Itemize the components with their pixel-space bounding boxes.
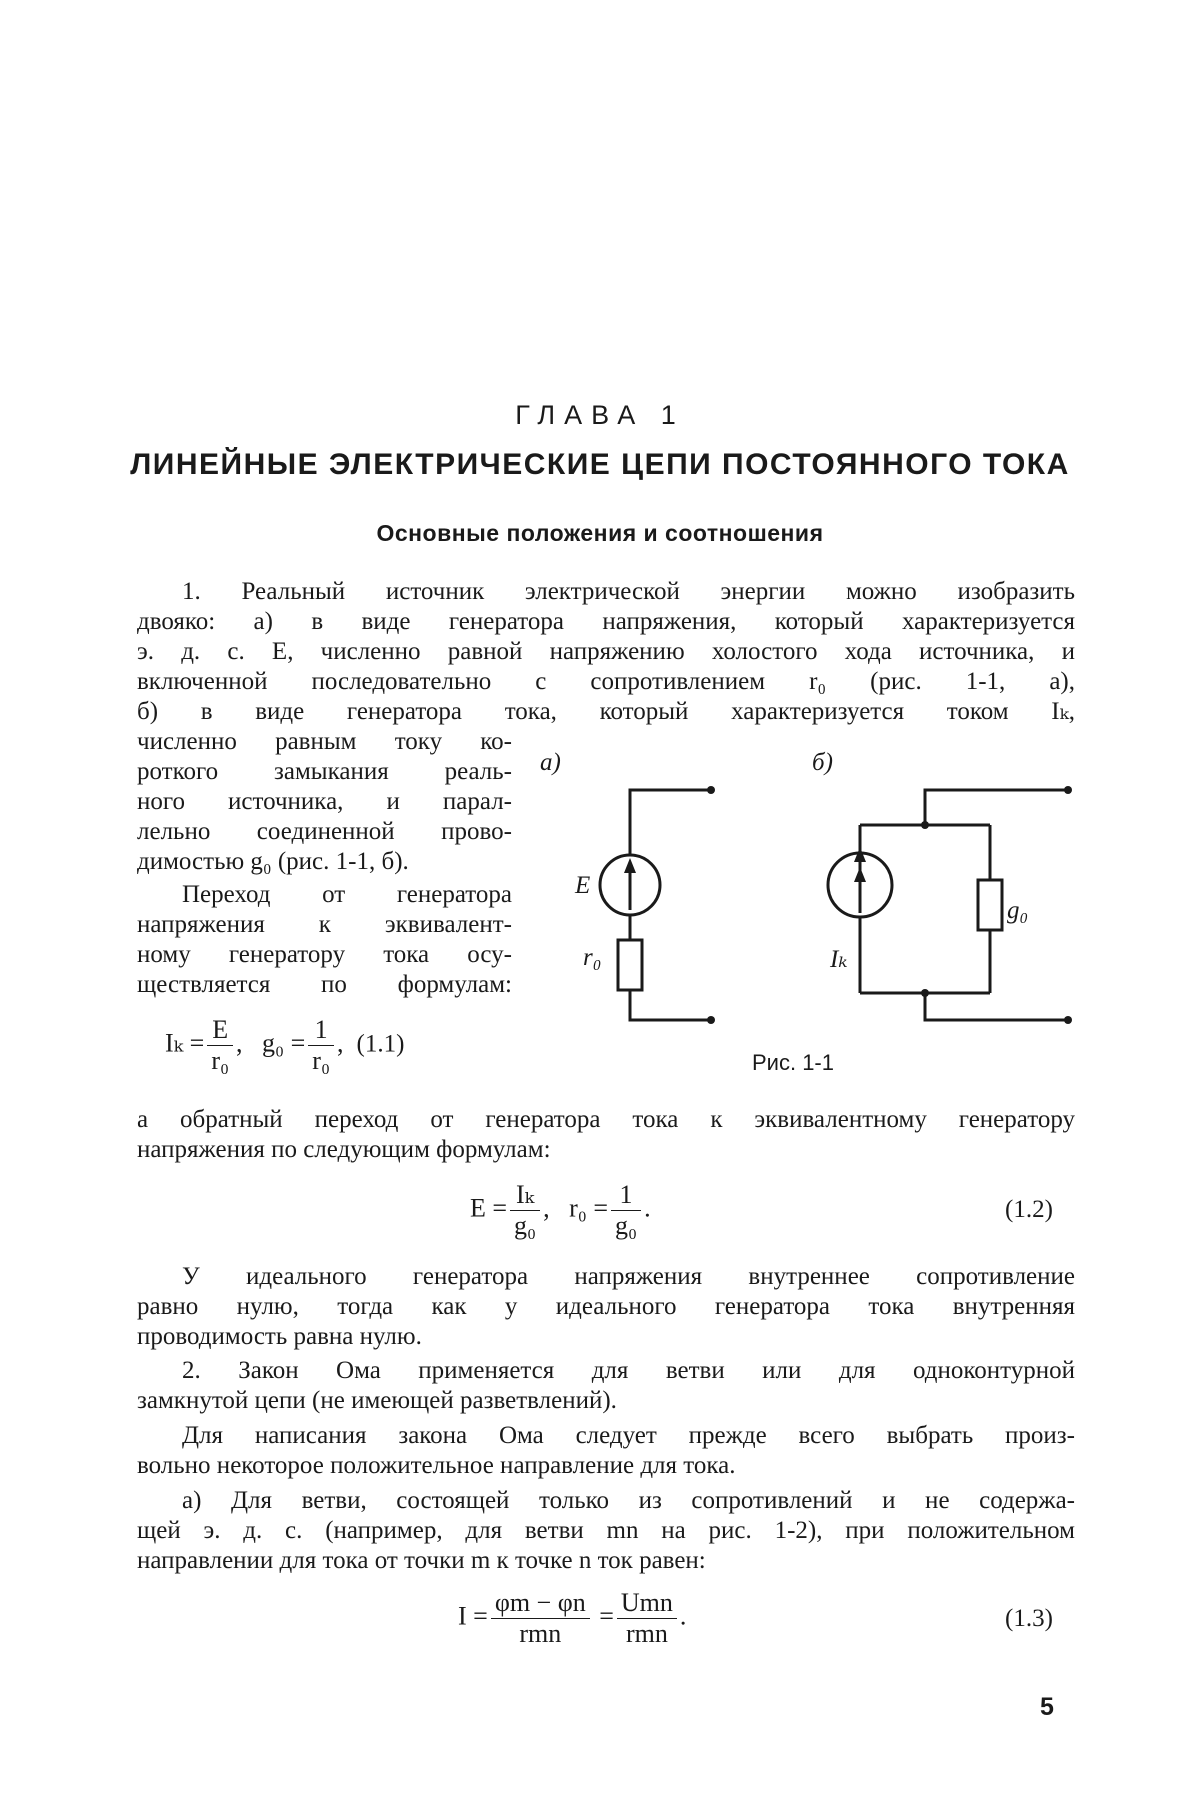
numerator: 1 <box>611 1180 641 1211</box>
text-line: замкнутой цепи (не имеющей разветвлений). <box>137 1387 617 1414</box>
formula-separator: , <box>236 1028 243 1058</box>
fraction <box>491 1588 590 1649</box>
wire <box>630 790 711 855</box>
resistor-r0 <box>618 940 642 990</box>
formula-1-2 <box>470 1180 651 1241</box>
fraction <box>611 1180 641 1241</box>
text-line: ществляется по формулам: <box>137 971 512 998</box>
conductance-g0 <box>978 880 1002 930</box>
text-line: проводимость равна нулю. <box>137 1323 422 1350</box>
text-line: э. д. с. E, численно равной напряжению холостого хода источника, и <box>137 638 1075 665</box>
terminal <box>707 1016 715 1024</box>
label-r0: r₀ <box>583 944 602 971</box>
formula-end: . <box>679 1601 687 1631</box>
wire <box>630 990 711 1020</box>
section-title: Основные положения и соотношения <box>376 520 824 546</box>
text-line: включенной последовательно с сопротивлением r₀ (рис. 1-1, а), <box>137 668 1075 695</box>
numerator: 1 <box>308 1015 334 1046</box>
text-line: роткого замыкания реаль- <box>137 758 512 785</box>
chapter-label: ГЛАВА 1 <box>515 400 685 430</box>
formula-term: Iₖ = <box>165 1028 205 1058</box>
text-line: а обратный переход от генератора тока к эквивалентному генератору <box>137 1106 1075 1133</box>
junction <box>921 821 929 829</box>
formula-term: r₀ = <box>569 1193 609 1223</box>
fraction <box>207 1015 233 1076</box>
numerator: Iₖ <box>510 1180 540 1211</box>
text-line: Для написания закона Ома следует прежде всего выбрать произ- <box>182 1422 1075 1449</box>
figure-caption: Рис. 1-1 <box>752 1050 834 1075</box>
label-emf: E <box>575 872 591 899</box>
text-line: напряжения к эквивалент- <box>137 911 512 938</box>
text-line: численно равным току ко- <box>137 728 512 755</box>
wire <box>925 993 1068 1020</box>
formula-term: E = <box>470 1193 508 1223</box>
fraction <box>308 1015 334 1076</box>
wire <box>925 790 1068 825</box>
text-line: напряжения по следующим формулам: <box>137 1136 551 1163</box>
text-line: 1. Реальный источник электрической энергии можно изобразить <box>182 578 1075 605</box>
formula-equals: = <box>599 1601 614 1631</box>
text-line: а) Для ветви, состоящей только из сопротивлений и не содержа- <box>182 1487 1075 1514</box>
text-line: направлении для тока от точки m к точке n ток равен: <box>137 1547 706 1574</box>
denominator: rmn <box>519 1619 562 1648</box>
formula-separator: , <box>543 1193 550 1223</box>
text-line: щей э. д. с. (например, для ветви mn на рис. 1-2), при положительном <box>137 1517 1075 1544</box>
text-line: равно нулю, тогда как у идеального генератора тока внутренняя <box>137 1293 1075 1320</box>
fraction <box>510 1180 540 1241</box>
label-ik: Iₖ <box>830 946 848 973</box>
numerator: φm − φn <box>491 1588 590 1619</box>
label-g0: g₀ <box>1007 897 1029 924</box>
formula-separator: , <box>337 1028 344 1058</box>
terminal <box>707 786 715 794</box>
text-line: лельно соединенной прово- <box>137 818 512 845</box>
junction <box>921 989 929 997</box>
text-line: вольно некоторое положительное направление для тока. <box>137 1452 736 1479</box>
equation-number: (1.2) <box>1005 1196 1053 1223</box>
numerator: E <box>207 1015 233 1046</box>
formula-1-3 <box>458 1588 686 1649</box>
page-number: 5 <box>1040 1693 1054 1721</box>
denominator: rmn <box>625 1619 668 1648</box>
fraction <box>617 1588 677 1649</box>
numerator: Umn <box>617 1588 677 1619</box>
terminal <box>1064 786 1072 794</box>
figure-label-a: а) <box>540 749 561 776</box>
formula-term: g₀ = <box>262 1028 306 1058</box>
denominator: r₀ <box>211 1046 230 1075</box>
arrowhead <box>624 858 636 873</box>
denominator: g₀ <box>514 1211 537 1240</box>
denominator: r₀ <box>312 1046 331 1075</box>
equation-number: (1.3) <box>1005 1605 1053 1632</box>
equation-number: (1.1) <box>356 1030 405 1058</box>
formula-1-1 <box>165 1015 404 1076</box>
chapter-title: ЛИНЕЙНЫЕ ЭЛЕКТРИЧЕСКИЕ ЦЕПИ ПОСТОЯННОГО ТОКА <box>130 448 1070 481</box>
text-line: ного источника, и парал- <box>137 788 512 815</box>
circuit-figure <box>540 735 1085 1045</box>
text-line: двояко: а) в виде генератора напряжения, который характеризуется <box>137 608 1075 635</box>
arrowhead <box>854 867 866 882</box>
formula-term: I = <box>458 1601 488 1631</box>
text-line: б) в виде генератора тока, который характеризуется током Iₖ, <box>137 698 1075 725</box>
text-line: Переход от генератора <box>182 881 512 908</box>
denominator: g₀ <box>615 1211 638 1240</box>
figure-label-b: б) <box>812 749 833 776</box>
terminal <box>1064 1016 1072 1024</box>
text-line: 2. Закон Ома применяется для ветви или для одноконтурной <box>182 1357 1075 1384</box>
text-line: димостью g₀ (рис. 1-1, б). <box>137 848 409 875</box>
text-line: ному генератору тока осу- <box>137 941 512 968</box>
formula-end: . <box>644 1193 651 1223</box>
text-line: У идеального генератора напряжения внутреннее сопротивление <box>182 1263 1075 1290</box>
